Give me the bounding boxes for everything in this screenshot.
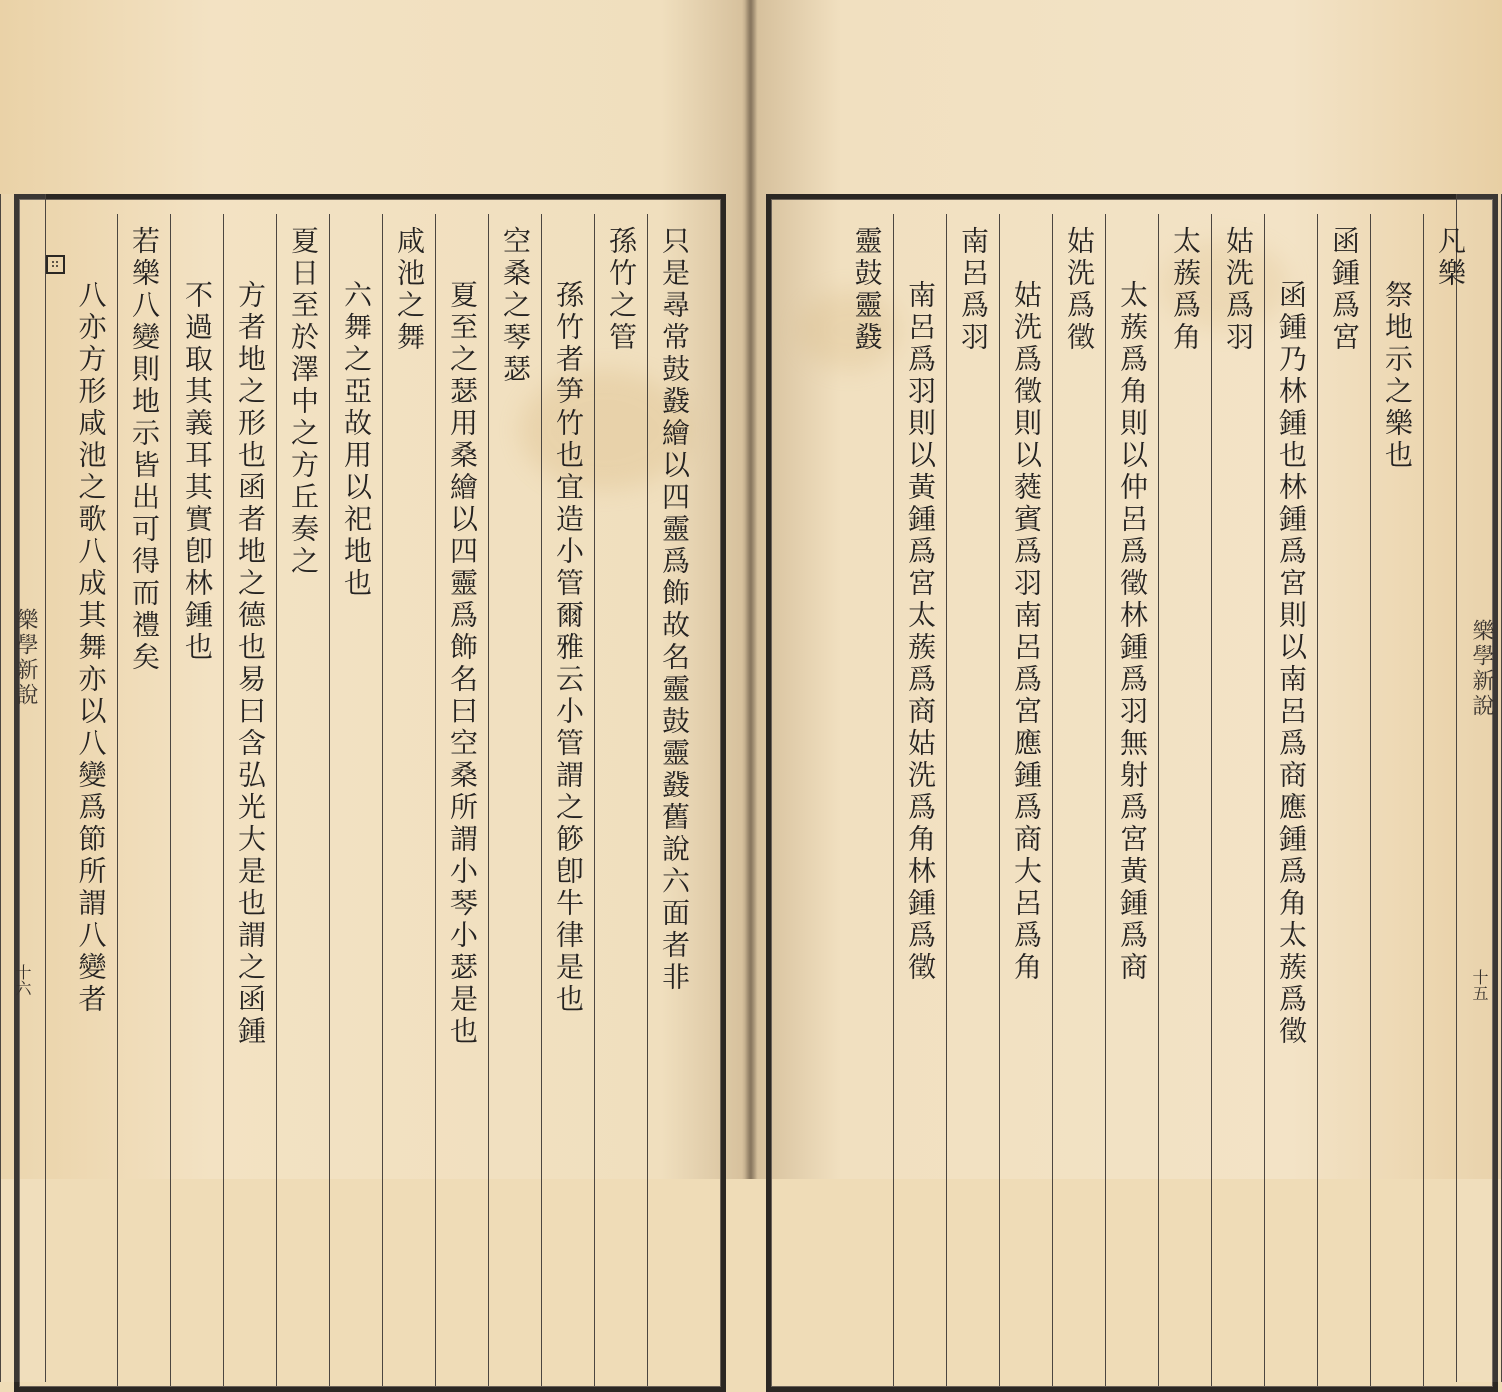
column-text: 函鍾乃林鍾也林鍾爲宮則以南呂爲商應鍾爲角太蔟爲徵 <box>1275 280 1308 1048</box>
text-column <box>1052 214 1105 1386</box>
text-column <box>647 214 700 1386</box>
book-gutter <box>742 0 758 1179</box>
column-text: 若樂八變則地示皆出可得而禮矣 <box>128 226 161 674</box>
column-text: 夏日至於澤中之方丘奏之 <box>287 226 320 578</box>
text-column <box>840 214 893 1386</box>
text-column <box>170 214 223 1386</box>
text-column <box>64 214 117 1386</box>
text-column <box>435 214 488 1386</box>
column-text: 姑洗爲羽 <box>1222 226 1255 354</box>
text-column <box>488 214 541 1386</box>
column-text: 空桑之琴瑟 <box>499 226 532 386</box>
text-column <box>223 214 276 1386</box>
text-column <box>1264 214 1317 1386</box>
text-column <box>329 214 382 1386</box>
column-text: 靈鼓靈鼗 <box>850 226 884 354</box>
column-text: 孫竹者笋竹也宜造小管爾雅云小管謂之篎卽牛律是也 <box>552 280 585 1016</box>
text-column <box>117 214 170 1386</box>
text-column <box>1105 214 1158 1386</box>
text-column <box>276 214 329 1386</box>
right-center-mark: 樂學新說 <box>1469 619 1494 719</box>
column-text: 方者地之形也函者地之德也易曰含弘光大是也謂之函鍾 <box>234 280 267 1048</box>
left-page-number: 十六 <box>13 964 32 996</box>
column-text: 只是尋常鼓鼗繪以四靈爲飾故名靈鼓靈鼗舊說六面者非 <box>658 226 691 994</box>
text-column <box>594 214 647 1386</box>
column-text: 太蔟爲角則以仲呂爲徵林鍾爲羽無射爲宮黃鍾爲商 <box>1116 280 1149 984</box>
column-text: 夏至之瑟用桑繪以四靈爲飾名曰空桑所謂小琴小瑟是也 <box>446 280 479 1048</box>
column-text: 六舞之亞故用以祀地也 <box>340 280 373 600</box>
column-text: 南呂爲羽 <box>957 226 990 354</box>
right-page-number: 十五 <box>1470 969 1489 1001</box>
column-text: 姑洗爲徵 <box>1063 226 1096 354</box>
column-text: 祭地示之樂也 <box>1381 280 1414 472</box>
text-column <box>1158 214 1211 1386</box>
text-column <box>1211 214 1264 1386</box>
column-text: 太蔟爲角 <box>1169 226 1202 354</box>
text-column <box>946 214 999 1386</box>
text-column <box>1423 214 1476 1386</box>
text-column <box>1370 214 1423 1386</box>
right-page <box>760 0 1502 1179</box>
column-text: 咸池之舞 <box>393 226 426 354</box>
left-center-mark: 樂學新說 <box>13 608 38 708</box>
column-text: 南呂爲羽則以黃鍾爲宮太蔟爲商姑洗爲角林鍾爲徵 <box>904 280 937 984</box>
column-text: 不過取其義耳其實卽林鍾也 <box>181 280 214 664</box>
bottom-margin <box>0 1080 1502 1179</box>
right-text-columns <box>786 214 1476 1386</box>
text-column <box>999 214 1052 1386</box>
left-page <box>0 0 742 1179</box>
text-column <box>541 214 594 1386</box>
text-column <box>893 214 946 1386</box>
text-column <box>1317 214 1370 1386</box>
column-text: 孫竹之管 <box>605 226 638 354</box>
column-text: 姑洗爲徵則以蕤賓爲羽南呂爲宮應鍾爲商大呂爲角 <box>1010 280 1043 984</box>
column-text: 凡樂 <box>1434 226 1467 290</box>
column-text: 函鍾爲宮 <box>1328 226 1361 354</box>
text-column <box>382 214 435 1386</box>
column-text: 八亦方形咸池之歌八成其舞亦以八變爲節所謂八變者 <box>74 280 108 1016</box>
left-text-columns <box>34 214 700 1386</box>
